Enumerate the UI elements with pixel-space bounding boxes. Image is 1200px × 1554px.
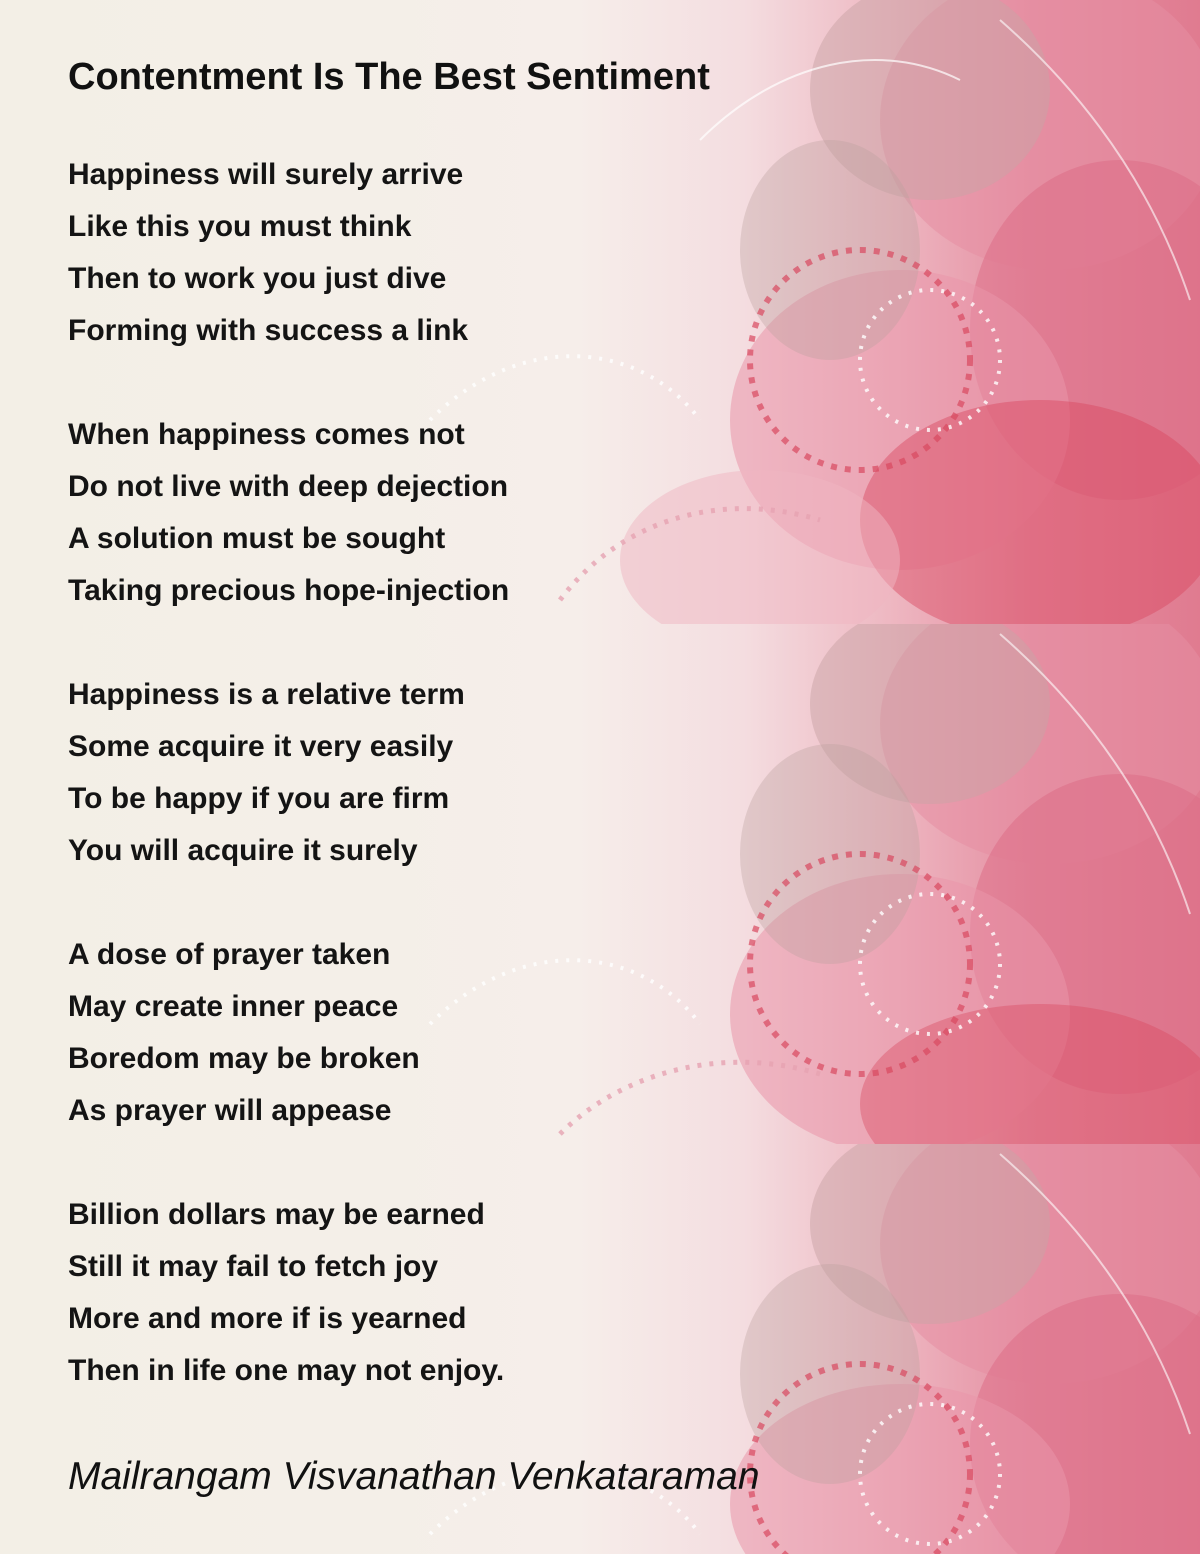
poem-line: Then in life one may not enjoy. bbox=[68, 1354, 505, 1387]
poem-line: May create inner peace bbox=[68, 990, 399, 1023]
stanza-5 bbox=[68, 1194, 509, 1402]
poem-body bbox=[68, 154, 509, 1402]
stanza-3 bbox=[68, 674, 509, 882]
stanza-1 bbox=[68, 154, 509, 362]
poem-title: Contentment Is The Best Sentiment bbox=[68, 56, 710, 98]
poem-line: A dose of prayer taken bbox=[68, 938, 391, 971]
poem-line: To be happy if you are firm bbox=[68, 782, 450, 815]
poem-line: Taking precious hope-injection bbox=[68, 574, 510, 607]
poem-line: Boredom may be broken bbox=[68, 1042, 420, 1075]
poem-author: Mailrangam Visvanathan Venkataraman bbox=[68, 1455, 760, 1498]
poem-line: Like this you must think bbox=[68, 210, 412, 243]
poem-line: Then to work you just dive bbox=[68, 262, 447, 295]
poem-line: When happiness comes not bbox=[68, 418, 465, 451]
stanza-4 bbox=[68, 934, 509, 1142]
poem-line: Happiness is a relative term bbox=[68, 678, 465, 711]
poem-line: A solution must be sought bbox=[68, 522, 446, 555]
poem-line: As prayer will appease bbox=[68, 1094, 392, 1127]
poem-line: Happiness will surely arrive bbox=[68, 158, 464, 191]
poem-line: Some acquire it very easily bbox=[68, 730, 454, 763]
poem-line: You will acquire it surely bbox=[68, 834, 418, 867]
poem-line: Billion dollars may be earned bbox=[68, 1198, 485, 1231]
poem-line: Forming with success a link bbox=[68, 314, 469, 347]
poem-line: Still it may fail to fetch joy bbox=[68, 1250, 439, 1283]
stanza-2 bbox=[68, 414, 509, 622]
poem-line: More and more if is yearned bbox=[68, 1302, 467, 1335]
poem-line: Do not live with deep dejection bbox=[68, 470, 509, 503]
